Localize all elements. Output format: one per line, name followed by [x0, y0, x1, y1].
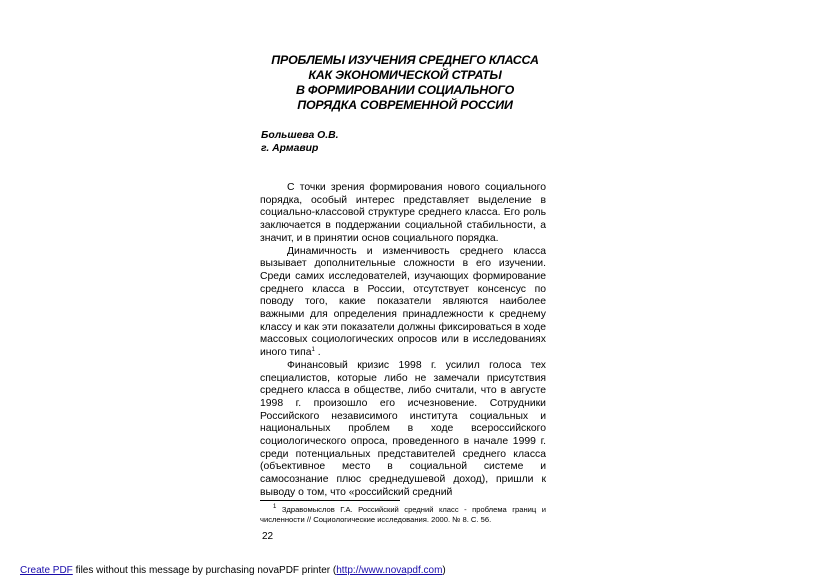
watermark-banner	[20, 565, 446, 576]
title-line-4: ПОРЯДКА СОВРЕМЕННОЙ РОССИИ	[297, 98, 513, 112]
paragraph-1-text: С точки зрения формирования нового социального порядка, особый интерес представляет выделение в социально-классовой структуре среднего класса. Его роль заключается в поддержании социальной стабильности, а значит, и в принятии основ социального порядка.	[260, 182, 546, 244]
author-city: г. Армавир	[261, 143, 319, 154]
paragraph-2-end: .	[317, 347, 321, 359]
paragraph-1	[260, 182, 546, 246]
paragraph-2-text: Динамичность и изменчивость среднего класса вызывает дополнительные сложности в его изучении. Среди самих исследователей, изучающих формирование среднего класса в России, отсутствует консенсус по поводу того, какие показатели являются наиболее важными для определения принадлежности к среднему классу и как эти показатели должны фиксироваться в ходе массовых социологических опросов или в исследованиях иного типа	[260, 245, 546, 359]
paragraph-3	[260, 360, 546, 500]
author-name: Большева О.В.	[261, 130, 339, 141]
title-line-1: ПРОБЛЕМЫ ИЗУЧЕНИЯ СРЕДНЕГО КЛАССА	[271, 53, 539, 67]
paragraph-2	[260, 246, 546, 360]
banner-text-1: files without this message by purchasing novaPDF printer (	[72, 565, 337, 576]
novapdf-link[interactable]: http://www.novapdf.com	[336, 565, 443, 576]
page-number: 22	[262, 531, 274, 542]
footnote-divider	[260, 500, 400, 501]
title-line-3: В ФОРМИРОВАНИИ СОЦИАЛЬНОГО	[295, 83, 515, 97]
footnote-text: Здравомыслов Г.А. Российский средний класс - проблема границ и численности // Социологические исследования. 2000. № 8. С. 56.	[260, 505, 546, 524]
title-line-2: КАК ЭКОНОМИЧЕСКОЙ СТРАТЫ	[308, 68, 502, 82]
article-title	[255, 53, 555, 113]
paragraph-3-text: Финансовый кризис 1998 г. усилил голоса тех специалистов, которые либо не замечали присутствия среднего класса в обществе, либо считали, что в августе 1998 г. произошло его исчезновение. Сотрудники Российского независимого института социальных и национальных проблем в ходе всероссийского социологического опроса, проведенного в начале 1999 г. среди потенциальных представителей среднего класса (объективное место в социальной системе и самосознание плюс среднедушевой доход), пришли к выводу о том, что «российский средний	[260, 359, 546, 498]
author-block	[261, 129, 339, 155]
footnote-ref: 1	[311, 347, 315, 354]
footnote-marker: 1	[273, 504, 277, 510]
footnote	[260, 505, 546, 525]
article-body	[260, 182, 546, 500]
create-pdf-link[interactable]: Create PDF	[20, 565, 73, 576]
banner-text-2: )	[442, 565, 446, 576]
